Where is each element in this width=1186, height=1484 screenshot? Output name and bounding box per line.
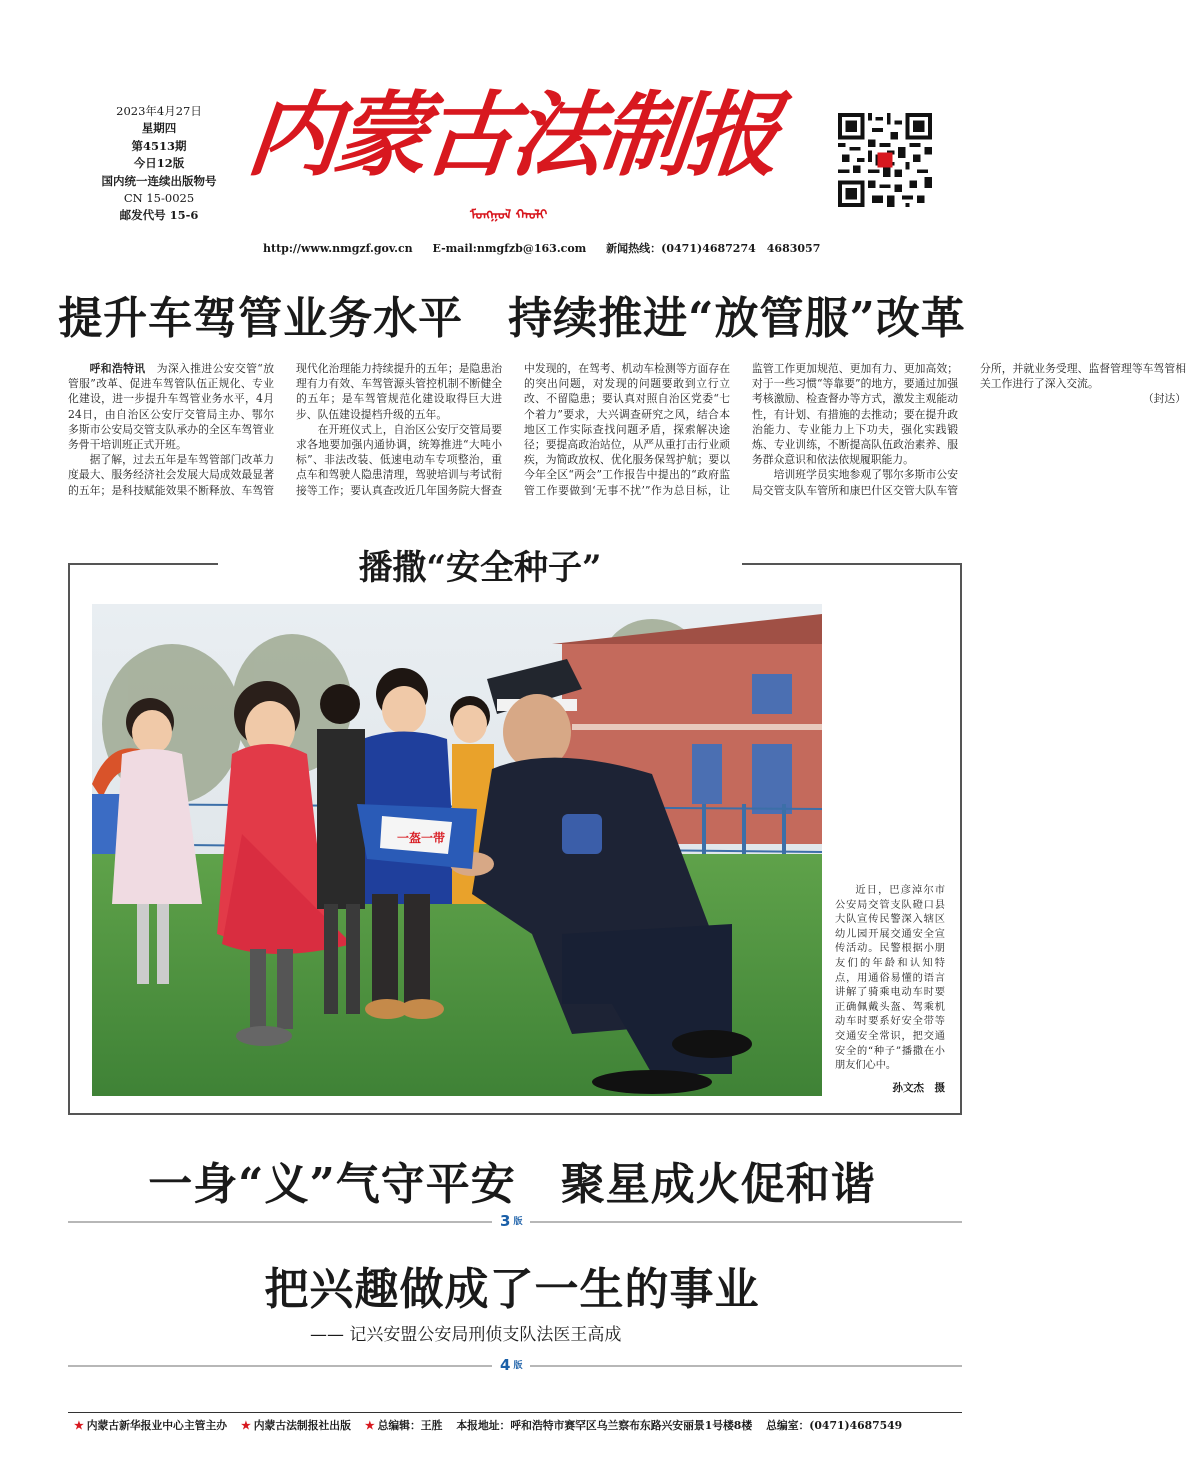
issue-weekday: 星期四 [141,121,177,136]
website-link[interactable]: http://www.nmgzf.gov.cn [263,242,413,255]
footer [74,1418,964,1433]
footer-editor: 总编辑：王胜 [377,1419,443,1432]
footer-sponsor: 内蒙古新华报业中心主管主办 [86,1419,228,1432]
teaser-headline-page4[interactable]: 把兴趣做成了一生的事业 [264,1264,760,1315]
page-ref-3[interactable] [492,1211,530,1232]
contact-line [263,240,832,256]
news-photo[interactable] [92,604,822,1096]
footer-address: 本报地址：呼和浩特市赛罕区乌兰察布东路兴安丽景1号楼8楼 [456,1419,753,1432]
footer-publisher: 内蒙古法制报社出版 [253,1419,351,1432]
article-signature: （封达） [1142,392,1186,406]
star-icon: ★ [241,1419,251,1432]
masthead-logo [242,80,818,190]
postal-code: 邮发代号 15-6 [119,208,199,223]
page-unit: 版 [513,1360,523,1371]
page-number: 4 [500,1356,511,1374]
article-p4: 培训班学员实地参观了鄂尔多斯市公安局交管支队车管所和康巴什区交管大队车管分所，并就业务受理、监督管理等车驾管相关工作进行了深入交流。 [752,362,1186,497]
photo-title[interactable]: 播撒“安全种子” [358,548,602,588]
article-p3: 在开班仪式上，自治区公安厅交管局要求各地要加强内通协调，统筹推进“大吨小标”、非法改装、低速电动车专项整治，重点车和驾驶人隐患清理，驾驶培训与考试衔接等工作；要认真查改近几年国务院大督查中发现的，在驾考、机动车检测等方面存在的突出问题，对发现的问题要敢到立行立改、不留隐患；要认真对照自治区党委“七个着力”要求，大兴调查研究之风，结合本地区工作实际查找问题矛盾，探索解决途径；要提高政治站位，从严从重打击行业顽疾，为简政放权、优化服务保驾护航；要以今年全区“两会”工作报告中提出的“政府监管工作要做到‘无事不扰’”作为总目标，让监管工作更加规范、更加有力、更加高效；对于一些习惯“等靠要”的地方，要通过加强考核激励、检查督办等方式，激发主观能动性，有计划、有措施的去推动；要在提升政治能力、专业能力上下功夫，强化实践锻炼、专业训练，不断提高队伍政治素养、服务群众意识和依法依规履职能力。 [296,362,958,497]
issue-date: 2023年4月27日 [116,104,202,118]
article-p2: 据了解，过去五年是车驾管部门改革力度最大、服务经济社会发展大局成效最显著的五年；是科技赋能效果不断释放、车驾管现代化治理能力持续提升的五年；是隐患治理有力有效、车驾管源头管控机制不断健全的五年；是车驾管规范化建设取得巨大进步、队伍建设提档升级的五年。 [68,362,502,497]
qr-code-icon[interactable] [838,113,932,207]
page-unit: 版 [513,1216,523,1227]
photo-caption: 近日，巴彦淖尔市公安局交管支队磴口县大队宣传民警深入辖区幼儿园开展交通安全宣传活动。民警根据小朋友们的年龄和认知特点，用通俗易懂的语言讲解了骑乘电动车时要正确佩戴头盔、驾乘机动车时要系好安全带等交通安全常识，把交通安全的“种子”播撒在小朋友们心中。 [835,885,945,1072]
footer-divider [68,1412,962,1413]
teaser-subtitle: —— 记兴安盟公安局刑侦支队法医王高成 [310,1325,622,1345]
email-link[interactable]: E-mail:nmgfzb@163.com [432,242,587,255]
serial-label: 国内统一连续出版物号 [101,173,217,188]
footer-office: 总编室：(0471)4687549 [766,1419,903,1432]
photo-box-topline [68,563,218,565]
article-lead: 呼和浩特讯 [89,362,146,375]
photo-credit: 孙文杰 摄 [892,1082,945,1094]
star-icon: ★ [364,1419,375,1432]
cn-number: CN 15-0025 [123,191,195,206]
issue-number: 第4513期 [131,138,187,153]
issue-pages: 今日12版 [133,156,185,171]
teaser-headline-page3[interactable]: 一身“义”气守平安 聚星成火促和谐 [148,1159,876,1210]
news-hotline: 新闻热线：(0471)4687274 4683057 [606,242,821,255]
article-p1: 为深入推进公安交管“放管服”改革、促进车驾管队伍正规化、专业化建设，进一步提升车驾管业务水平，4月24日，由自治区公安厅交管局主办、鄂尔多斯市公安局交管支队承办的全区车驾管业务骨干培训班正式开班。 [68,362,275,452]
article-body [68,361,1186,511]
masthead-mongolian: ᠮᠣᠩᠭᠣᠯ ᠬᠠᠤᠯᠢ [470,208,548,223]
photo-box-topline [742,563,962,565]
masthead-title: 内蒙古法制报 [242,81,782,189]
headline-main[interactable]: 提升车驾管业务水平 持续推进“放管服”改革 [58,293,966,344]
issue-info [84,103,234,225]
page-number: 3 [500,1212,511,1230]
page-ref-4[interactable] [492,1355,530,1376]
pamphlet-text: 一盔一带 [397,831,446,845]
star-icon: ★ [74,1419,84,1432]
